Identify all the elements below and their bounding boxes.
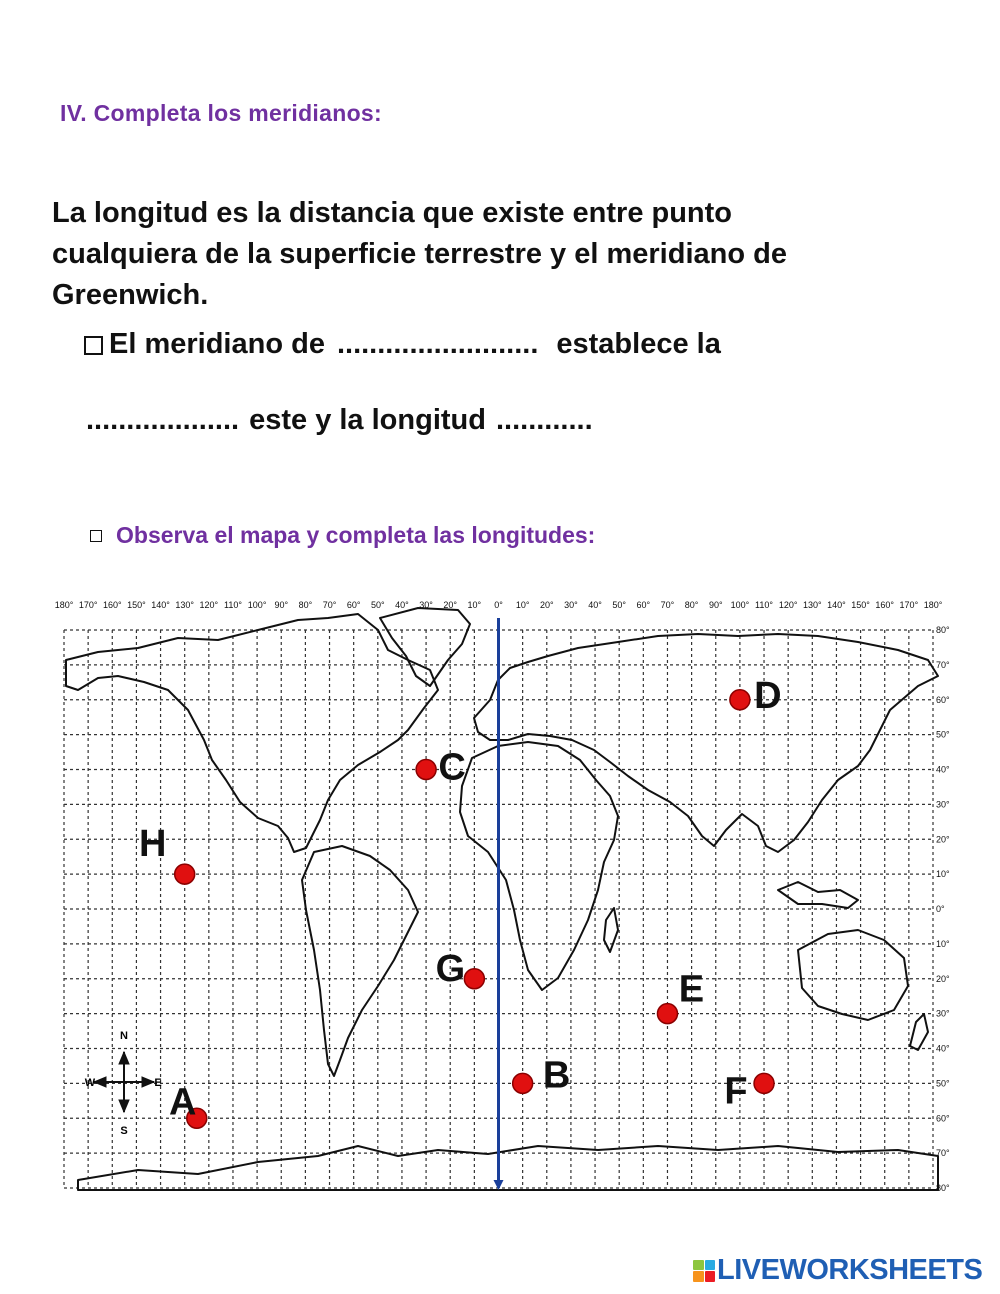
marker-label-d: D: [754, 674, 782, 717]
latitude-tick-label: 30°: [936, 799, 950, 810]
blank-longitude-east[interactable]: ...................: [86, 404, 240, 436]
latitude-tick-label: 10°: [936, 869, 950, 880]
longitude-tick-label: 20°: [443, 600, 458, 610]
latitude-tick-label: 30°: [936, 1008, 950, 1019]
liveworksheets-logo-text: LIVEWORKSHEETS: [717, 1254, 983, 1286]
liveworksheets-logo-icon: [693, 1260, 715, 1282]
checkbox-bullet-icon: [90, 530, 102, 542]
north-america-outline: [66, 614, 438, 852]
marker-label-c: C: [438, 746, 466, 789]
latitude-tick-label: 80°: [936, 1183, 950, 1193]
liveworksheets-logo: [693, 1254, 982, 1287]
checkbox-bullet-icon: [84, 336, 103, 355]
longitude-tick-label: 0°: [494, 600, 503, 610]
longitude-tick-label: 170°: [78, 600, 98, 610]
latitude-tick-label: 70°: [936, 659, 950, 670]
marker-label-h: H: [138, 823, 167, 866]
longitude-tick-label: 110°: [223, 600, 242, 610]
latitude-tick-label: 60°: [936, 1113, 950, 1124]
marker-label-e: E: [678, 968, 705, 1011]
longitude-tick-label: 100°: [730, 600, 750, 610]
longitude-tick-label: 150°: [127, 600, 146, 610]
latitude-tick-label: 50°: [936, 1078, 950, 1089]
marker-label-b: B: [542, 1054, 571, 1097]
compass-w-label: W: [84, 1077, 96, 1089]
compass-e-label: E: [154, 1077, 162, 1089]
marker-point-g[interactable]: [464, 969, 484, 989]
longitude-tick-label: 50°: [370, 600, 385, 610]
latitude-tick-label: 20°: [936, 973, 950, 984]
line1-prefix: El meridiano de: [109, 328, 325, 360]
longitude-tick-label: 90°: [274, 600, 289, 610]
paragraph-line: Greenwich.: [52, 279, 209, 311]
fill-in-line-1: [84, 328, 721, 361]
eurasia-outline: [474, 634, 938, 852]
longitude-tick-label: 150°: [851, 600, 870, 610]
marker-point-f[interactable]: [754, 1073, 774, 1093]
longitude-tick-label: 20°: [539, 600, 554, 610]
line1-suffix: establece la: [556, 328, 721, 360]
longitude-tick-label: 120°: [778, 600, 798, 610]
africa-outline: [460, 742, 618, 990]
longitude-tick-label: 160°: [102, 600, 122, 610]
paragraph-line: La longitud es la distancia que existe entre punto: [52, 197, 733, 229]
latitude-tick-label: 40°: [936, 1043, 950, 1054]
longitude-tick-label: 60°: [346, 600, 361, 610]
blank-greenwich[interactable]: .........................: [336, 328, 539, 360]
longitude-tick-label: 130°: [175, 600, 195, 610]
latitude-tick-label: 50°: [936, 729, 950, 740]
longitude-tick-label: 80°: [684, 600, 699, 610]
compass-rose-icon: [94, 1052, 154, 1112]
longitude-tick-label: 50°: [612, 600, 627, 610]
paragraph-line: cualquiera de la superficie terrestre y el meridiano de: [52, 238, 787, 270]
map-instruction: [90, 522, 595, 549]
longitude-tick-label: 100°: [247, 600, 267, 610]
marker-label-g: G: [435, 947, 466, 990]
longitude-tick-label: 30°: [419, 600, 433, 610]
latitude-tick-label: 40°: [936, 764, 950, 775]
world-map: [54, 590, 963, 1205]
longitude-tick-label: 10°: [515, 600, 530, 610]
latitude-tick-label: 10°: [936, 938, 950, 949]
latitude-tick-label: 80°: [936, 625, 950, 635]
longitude-tick-label: 80°: [298, 600, 313, 610]
longitude-tick-label: 140°: [151, 600, 170, 610]
longitude-tick-label: 10°: [467, 600, 482, 610]
longitude-tick-label: 180°: [923, 600, 943, 610]
map-instruction-text: Observa el mapa y completa las longitudes:: [116, 522, 596, 548]
marker-point-h[interactable]: [175, 864, 195, 884]
compass-n-label: N: [120, 1030, 128, 1042]
latitude-tick-label: 0°: [936, 904, 945, 914]
definition-paragraph: [52, 193, 952, 316]
longitude-tick-label: 70°: [660, 600, 675, 610]
compass-s-label: S: [120, 1125, 128, 1137]
marker-label-a: A: [169, 1081, 197, 1124]
marker-point-b[interactable]: [513, 1073, 533, 1093]
longitude-tick-label: 140°: [827, 600, 846, 610]
longitude-tick-label: 170°: [899, 600, 919, 610]
madagascar-outline: [604, 908, 618, 952]
latitude-tick-label: 20°: [936, 834, 950, 845]
indonesia-outline: [778, 882, 858, 908]
marker-point-e[interactable]: [657, 1004, 677, 1024]
line2-middle: este y la longitud: [249, 404, 486, 436]
longitude-tick-label: 130°: [802, 600, 822, 610]
blank-longitude-west[interactable]: ............: [495, 404, 593, 436]
longitude-tick-label: 180°: [54, 600, 74, 610]
new-zealand-outline: [910, 1014, 928, 1050]
latitude-tick-label: 60°: [936, 694, 950, 705]
fill-in-line-2: [86, 404, 593, 437]
longitude-tick-label: 70°: [322, 600, 337, 610]
continents-outline: [66, 608, 938, 1190]
marker-label-f: F: [724, 1070, 748, 1113]
longitude-tick-label: 120°: [199, 600, 219, 610]
longitude-tick-label: 60°: [636, 600, 651, 610]
greenland-outline: [380, 608, 470, 686]
marker-point-c[interactable]: [416, 760, 436, 780]
longitude-tick-label: 110°: [755, 600, 774, 610]
latitude-tick-label: 70°: [936, 1148, 950, 1159]
south-america-outline: [302, 846, 418, 1076]
longitude-tick-label: 90°: [708, 600, 723, 610]
section-title: IV. Completa los meridianos:: [60, 100, 382, 126]
longitude-tick-label: 160°: [875, 600, 895, 610]
longitude-tick-label: 40°: [395, 600, 409, 610]
longitude-tick-label: 40°: [588, 600, 602, 610]
longitude-tick-label: 30°: [564, 600, 578, 610]
marker-point-d[interactable]: [730, 690, 750, 710]
